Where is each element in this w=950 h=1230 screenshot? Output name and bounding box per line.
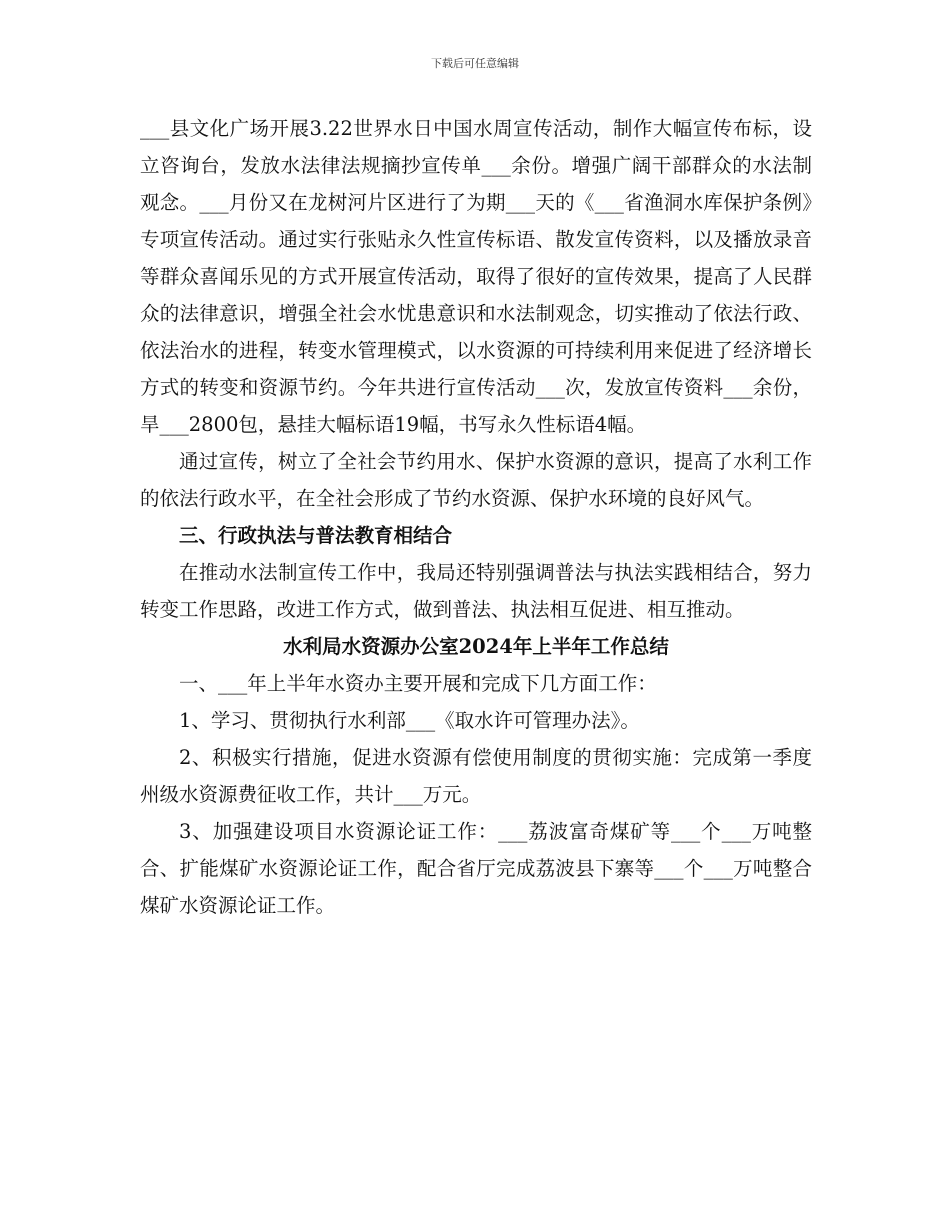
document-title: 水利局水资源办公室2024年上半年工作总结 [283,635,669,658]
paragraph-publicity-results: 通过宣传，树立了全社会节约用水、保护水资源的意识，提高了水利工作的依法行政水平，在全社会形成了节约水资源、保护水环境的良好风气。 [140,450,812,510]
section-heading-3: 三、行政执法与普法教育相结合 [179,524,453,547]
list-item-1: 1、学习、贯彻执行水利部___《取水许可管理办法》。 [179,709,640,732]
paragraph-work-overview: 一、___年上半年水资办主要开展和完成下几方面工作： [179,672,657,695]
page-header: 下载后可任意编辑 [431,57,519,70]
list-item-3: 3、加强建设项目水资源论证工作：___荔波富奇煤矿等___个___万吨整合、扩能煤矿水资源论证工作，配合省厅完成荔波县下寨等___个___万吨整合煤矿水资源论证工作。 [140,820,812,917]
list-item-2: 2、积极实行措施，促进水资源有偿使用制度的贯彻实施：完成第一季度州级水资源费征收工作，共计___万元。 [140,746,812,806]
document-body [140,110,812,924]
paragraph-publicity-activities: ___县文化广场开展3.22世界水日中国水周宣传活动，制作大幅宣传布标，设立咨询台，发放水法律法规摘抄宣传单___余份。增强广阔干部群众的水法制观念。___月份又在龙树河片区进行了为期___天的《___省渔洞水库保护条例》专项宣传活动。通过实行张贴永久性宣传标语、散发宣传资料，以及播放录音等群众喜闻乐见的方式开展宣传活动，取得了很好的宣传效果，提高了人民群众的法律意识，增强全社会水忧患意识和水法制观念，切实推动了依法行政、依法治水的进程，转变水管理模式，以水资源的可持续利用来促进了经济增长方式的转变和资源节约。今年共进行宣传活动___次，发放宣传资料___余份，旱___2800包，悬挂大幅标语19幅，书写永久性标语4幅。 [140,117,812,436]
paragraph-law-enforcement: 在推动水法制宣传工作中，我局还特别强调普法与执法实践相结合，努力转变工作思路，改进工作方式，做到普法、执法相互促进、相互推动。 [140,561,812,621]
